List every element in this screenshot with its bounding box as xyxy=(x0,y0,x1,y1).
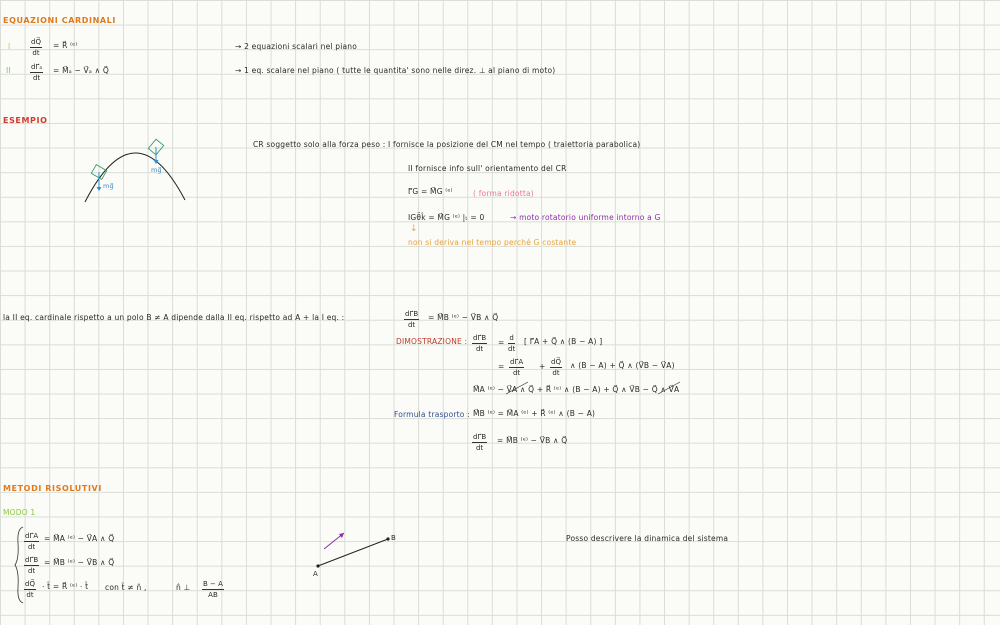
transport-statement-num: dΓ⃗B xyxy=(404,310,419,320)
segment-ab xyxy=(318,539,388,566)
row1-numeral: I xyxy=(8,42,11,51)
weight-label-left: mg⃗ xyxy=(103,182,114,190)
example-line-4: IGθ̈k̂ = M⃗G ⁽ᵉ⁾ |ₜ = 0 xyxy=(408,213,485,222)
method-eq2-num: dΓ⃗B xyxy=(24,556,39,566)
method-eq1-lhs xyxy=(24,532,39,551)
demo1-eq: = xyxy=(498,338,505,347)
example-line-2: II fornisce info sull' orientamento del CR xyxy=(408,164,567,173)
transport-formula: M⃗B ⁽ᵉ⁾ = M⃗A ⁽ᵉ⁾ + R⃗ ⁽ᵉ⁾ ∧ (B − A) xyxy=(473,409,596,418)
method-eq1-den: dt xyxy=(27,543,36,552)
example-line-3-note: ( forma ridotta) xyxy=(473,189,534,198)
demo1-operator xyxy=(508,334,515,353)
example-line-5-note: non si deriva nel tempo perché G costante xyxy=(408,238,577,247)
method-eq3-rhs: ⋅ t̂ = R⃗ ⁽ᵉ⁾ ⋅ t̂ xyxy=(42,582,89,591)
method-eq1-num: dΓ⃗A xyxy=(24,532,39,542)
demo1-operator-num: d xyxy=(508,334,514,344)
demo3: M⃗A ⁽ᵉ⁾ − V⃗A ∧ Q⃗ + R⃗ ⁽ᵉ⁾ ∧ (B − A) + Q⃗ ∧ V⃗B − Q⃗ ∧ V⃗A xyxy=(473,385,680,394)
transport-statement-rhs: = M⃗B ⁽ᵉ⁾ − V⃗B ∧ Q⃗ xyxy=(428,313,499,322)
final-lhs xyxy=(472,433,487,452)
point-b-label: B xyxy=(391,534,397,542)
parabolic-trajectory xyxy=(85,153,185,202)
row2-derivative-den: dt xyxy=(32,74,41,83)
transport-statement-den: dt xyxy=(407,321,416,330)
heading-example: ESEMPIO xyxy=(3,116,48,125)
final-rhs: = M⃗B ⁽ᵉ⁾ − V⃗B ∧ Q⃗ xyxy=(497,436,568,445)
example-line-5-arrow: ↓ xyxy=(410,224,418,234)
weight-arrowhead-left xyxy=(97,187,102,191)
row2-rhs: = M⃗ₐ − V⃗ₐ ∧ Q⃗ xyxy=(53,66,109,75)
demo2-term-a xyxy=(509,358,524,377)
row1-rhs: = R⃗ ⁽ᵉ⁾ xyxy=(53,41,78,50)
method-eq2-den: dt xyxy=(27,567,36,576)
method-eq3-lhs xyxy=(24,580,36,599)
point-a-dot xyxy=(316,564,319,567)
heading-mode-1: MODO 1 xyxy=(3,508,36,517)
method-eq3-unit-num: B − A xyxy=(202,580,224,590)
formula-label: Formula trasporto : xyxy=(394,410,470,419)
point-a-label: A xyxy=(313,570,318,578)
demo1-lhs xyxy=(472,334,487,353)
demo2-plus: + xyxy=(539,362,546,371)
example-line-1: CR soggetto solo alla forza peso : I fornisce la posizione del CM nel tempo ( traiettoria parabolica) xyxy=(253,140,641,149)
row1-derivative-den: dt xyxy=(32,49,40,58)
method-eq3-den: dt xyxy=(26,591,34,600)
method-eq3-unit-den: AB xyxy=(208,591,218,600)
heading-methods: METODI RISOLUTIVI xyxy=(3,484,102,493)
demo2-term-b-den: dt xyxy=(552,369,560,378)
methods-note: Posso descrivere la dinamica del sistema xyxy=(566,534,729,543)
method-eq2-lhs xyxy=(24,556,39,575)
parabola-diagram xyxy=(75,130,215,210)
method-eq2-rhs: = M⃗B ⁽ᵉ⁾ − V⃗B ∧ Q⃗ xyxy=(44,558,115,567)
method-eq3-unit-vector xyxy=(202,580,224,599)
demo1-rhs: [ Γ⃗A + Q⃗ ∧ (B − A) ] xyxy=(524,337,603,346)
method-eq1-rhs: = M⃗A ⁽ᵉ⁾ − V⃗A ∧ Q⃗ xyxy=(44,534,115,543)
point-b-dot xyxy=(386,537,389,540)
demo1-lhs-den: dt xyxy=(475,345,484,354)
demo2-term-a-num: dΓ⃗A xyxy=(509,358,524,368)
cancel-strokes xyxy=(500,380,700,400)
demo1-lhs-num: dΓ⃗B xyxy=(472,334,487,344)
demo2-eq: = xyxy=(498,362,505,371)
velocity-arrowhead xyxy=(339,533,344,538)
row2-numeral: II xyxy=(6,66,11,75)
segment-ab-diagram xyxy=(310,522,410,582)
row2-note: → 1 eq. scalare nel piano ( tutte le quantita' sono nelle direz. ⊥ al piano di moto) xyxy=(235,66,556,75)
method-eq3-perp: n̂ ⊥ xyxy=(176,583,191,592)
row2-derivative-num: dΓ⃗ₐ xyxy=(30,63,43,73)
demo-label: DIMOSTRAZIONE : xyxy=(396,337,468,346)
transport-statement-derivative xyxy=(404,310,419,329)
demo2-term-b-num: dQ⃗ xyxy=(550,358,562,368)
heading-cardinal-equations: EQUAZIONI CARDINALI xyxy=(3,16,116,25)
weight-label-right: mg⃗ xyxy=(151,166,162,174)
row2-derivative xyxy=(30,63,43,82)
transport-statement: la II eq. cardinale rispetto a un polo B ≠ A dipende dalla II eq. rispetto ad A + la I eq. : xyxy=(3,313,345,322)
method-eq3-condition: con t̂ ≠ n̂ , xyxy=(105,583,147,592)
demo2-rest: ∧ (B − A) + Q⃗ ∧ (V⃗B − V⃗A) xyxy=(570,361,675,370)
final-lhs-num: dΓ⃗B xyxy=(472,433,487,443)
example-line-4-note: → moto rotatorio uniforme intorno a G xyxy=(510,213,661,222)
example-line-3: Γ⃗G = M⃗G ⁽ᵉ⁾ xyxy=(408,187,453,196)
demo1-operator-den: dt xyxy=(508,345,516,354)
demo2-term-b xyxy=(550,358,562,377)
method-eq3-num: dQ⃗ xyxy=(24,580,36,590)
row1-derivative xyxy=(30,38,42,57)
row1-note: → 2 equazioni scalari nel piano xyxy=(235,42,358,51)
row1-derivative-num: dQ⃗ xyxy=(30,38,42,48)
demo2-term-a-den: dt xyxy=(512,369,521,378)
final-lhs-den: dt xyxy=(475,444,484,453)
